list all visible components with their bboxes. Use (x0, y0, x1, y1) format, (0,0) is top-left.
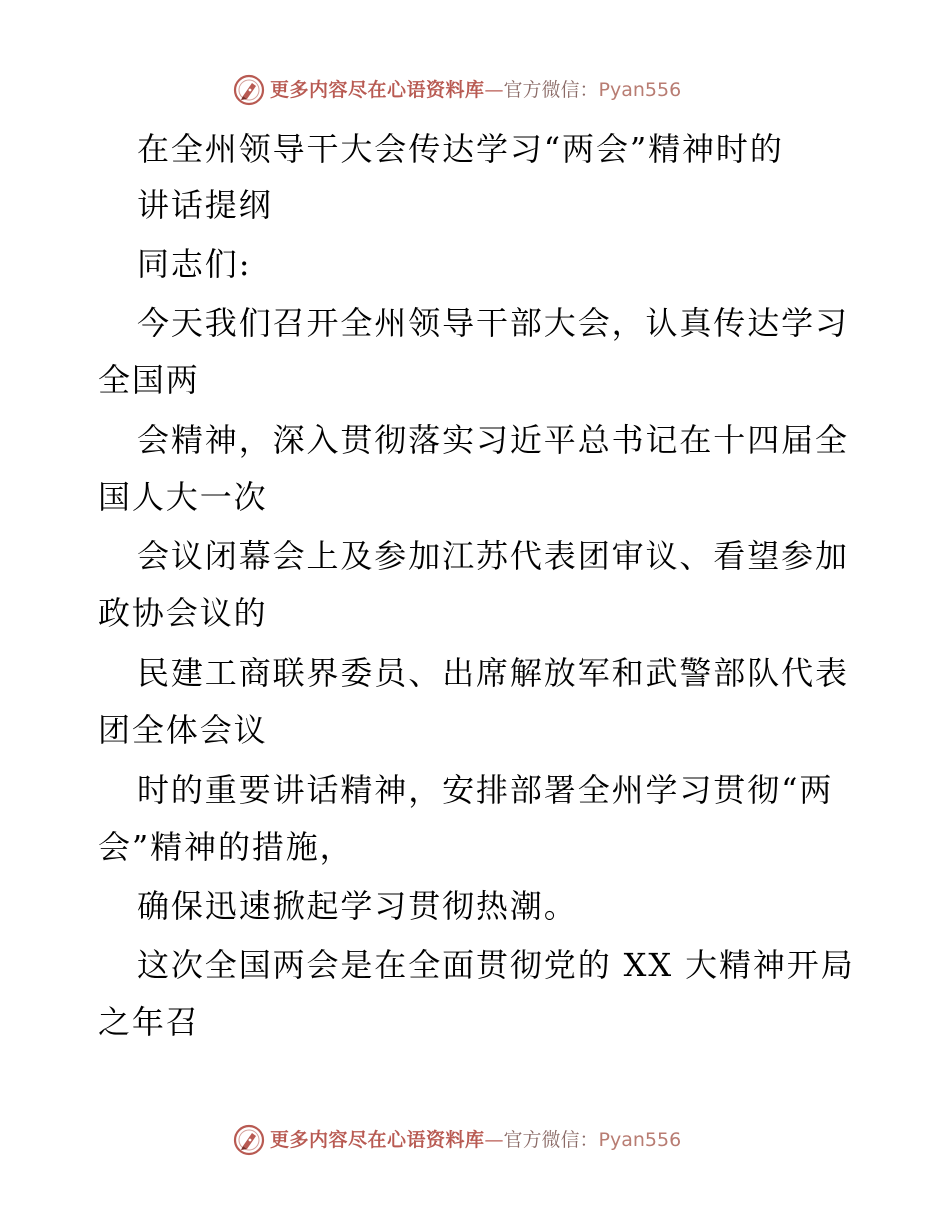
doc-text-line: 团全体会议 (98, 711, 268, 749)
pen-nib-logo-icon (233, 1124, 265, 1156)
watermark-brand: 更多内容尽在心语资料库 (270, 79, 485, 101)
doc-text-line: 之年召 (98, 1003, 200, 1041)
doc-text-line: 会精神，深入贯彻落实习近平总书记在十四届全 (137, 421, 849, 459)
doc-text-line: 会”精神的措施， (98, 828, 354, 866)
doc-text-line: 今天我们召开全州领导干部大会，认真传达学习 (137, 304, 849, 342)
doc-text-line: 政协会议的 (98, 594, 268, 632)
doc-salutation: 同志们: (137, 245, 252, 283)
watermark-separator: — (484, 1129, 504, 1151)
watermark-separator: — (484, 79, 504, 101)
doc-text-line: 这次全国两会是在全面贯彻党的 XX 大精神开局 (137, 946, 855, 984)
watermark-label: 官方微信： (503, 79, 599, 101)
doc-title-line-1: 在全州领导干大会传达学习“两会”精神时的 (137, 130, 784, 168)
watermark-label: 官方微信： (503, 1129, 599, 1151)
watermark-footer (233, 1123, 681, 1157)
doc-text-line: 国人大一次 (98, 478, 268, 516)
doc-text-line: 会议闭幕会上及参加江苏代表团审议、看望参加 (137, 537, 849, 575)
doc-text-line: 全国两 (98, 361, 200, 399)
doc-text-line: 时的重要讲话精神，安排部署全州学习贯彻“两 (137, 771, 834, 809)
watermark-account: Pyan556 (598, 79, 682, 101)
watermark-header (233, 73, 681, 107)
doc-text-line: 确保迅速掀起学习贯彻热潮。 (137, 887, 578, 925)
watermark-account: Pyan556 (598, 1129, 682, 1151)
watermark-brand: 更多内容尽在心语资料库 (270, 1129, 485, 1151)
doc-title-line-2: 讲话提纲 (137, 186, 273, 224)
doc-text-line: 民建工商联界委员、出席解放军和武警部队代表 (137, 654, 849, 692)
pen-nib-logo-icon (233, 74, 265, 106)
